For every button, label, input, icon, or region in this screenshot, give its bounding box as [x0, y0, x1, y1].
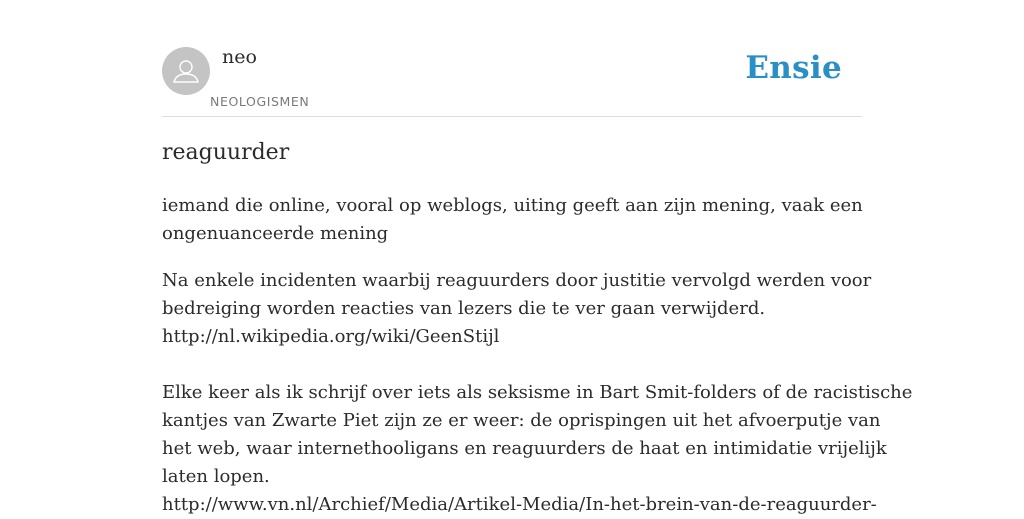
paragraph-gap [162, 351, 862, 379]
site-logo[interactable]: Ensie [745, 50, 842, 86]
person-icon [162, 47, 210, 95]
username[interactable]: neo [222, 46, 257, 68]
definition-line: ongenuanceerde mening [162, 223, 389, 244]
example-link[interactable]: http://www.vn.nl/Archief/Media/Artikel-Media/In-het-brein-van-de-reaguurder- [162, 494, 877, 515]
example-line: het web, waar internethooligans en reaguurders de haat en intimidatie vrijelijk [162, 438, 887, 459]
example-line: Elke keer als ik schrijf over iets als seksisme in Bart Smit-folders of de racistische [162, 382, 913, 403]
header [162, 0, 862, 117]
example-line: bedreiging worden reacties van lezers die te ver gaan verwijderd. [162, 298, 766, 319]
example-line: laten lopen. [162, 466, 270, 487]
page [162, 0, 913, 515]
entry-definition [162, 192, 862, 248]
category-label[interactable]: NEOLOGISMEN [210, 94, 310, 109]
entry-title: reaguurder [162, 140, 290, 165]
example-line: Na enkele incidenten waarbij reaguurders door justitie vervolgd werden voor [162, 270, 872, 291]
definition-line: iemand die online, vooral op weblogs, uiting geeft aan zijn mening, vaak een [162, 195, 863, 216]
user-avatar-icon[interactable] [162, 47, 210, 95]
example-link[interactable]: http://nl.wikipedia.org/wiki/GeenStijl [162, 326, 500, 347]
example-line: kantjes van Zwarte Piet zijn ze er weer: de oprispingen uit het afvoerputje van [162, 410, 881, 431]
entry-example [162, 267, 913, 519]
